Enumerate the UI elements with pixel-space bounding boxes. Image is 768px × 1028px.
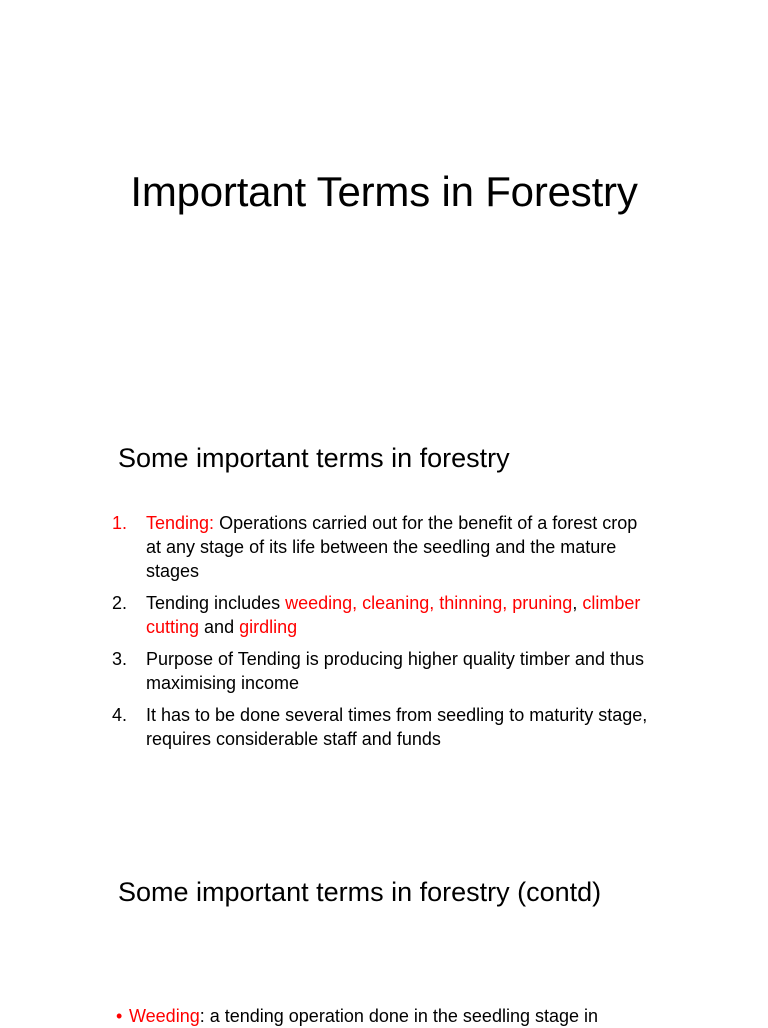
item-text: : a tending operation done in the seedling stage in — [199, 1006, 599, 1026]
bullet-symbol: • — [116, 1006, 123, 1026]
item-number: 4. — [112, 705, 128, 725]
title-slide — [0, 0, 768, 384]
page-title: Important Terms in Forestry — [130, 168, 638, 215]
list-item — [112, 703, 652, 751]
item-text: Purpose of Tending is producing higher quality timber and thus maximising income — [146, 649, 644, 693]
terms-list — [112, 511, 652, 759]
item-text: , — [572, 593, 583, 613]
term-label: Tending: — [146, 513, 215, 533]
terms-slide — [0, 384, 768, 832]
highlighted-term: climber cutting — [146, 593, 641, 637]
item-text: Tending includes — [146, 593, 286, 613]
list-item — [112, 647, 652, 695]
highlighted-term: girdling — [239, 617, 298, 637]
item-text: It has to be done several times from seedling to maturity stage, requires considerable staff and funds — [146, 705, 648, 749]
slide-heading: Some important terms in forestry (contd) — [118, 877, 602, 907]
item-text: and — [199, 617, 240, 637]
list-item — [112, 591, 652, 639]
bullet-item — [116, 1004, 656, 1028]
list-item — [112, 511, 652, 583]
slide-heading: Some important terms in forestry — [118, 443, 510, 473]
contd-slide — [0, 832, 768, 1024]
item-text: Operations carried out for the benefit of a forest crop at any stage of its life between the seedling and the mature stages — [146, 513, 638, 581]
item-number: 1. — [112, 513, 128, 533]
term-label: Weeding — [129, 1006, 200, 1026]
item-number: 3. — [112, 649, 128, 669]
item-number: 2. — [112, 593, 128, 613]
highlighted-terms: weeding, cleaning, thinning, pruning — [285, 593, 573, 613]
